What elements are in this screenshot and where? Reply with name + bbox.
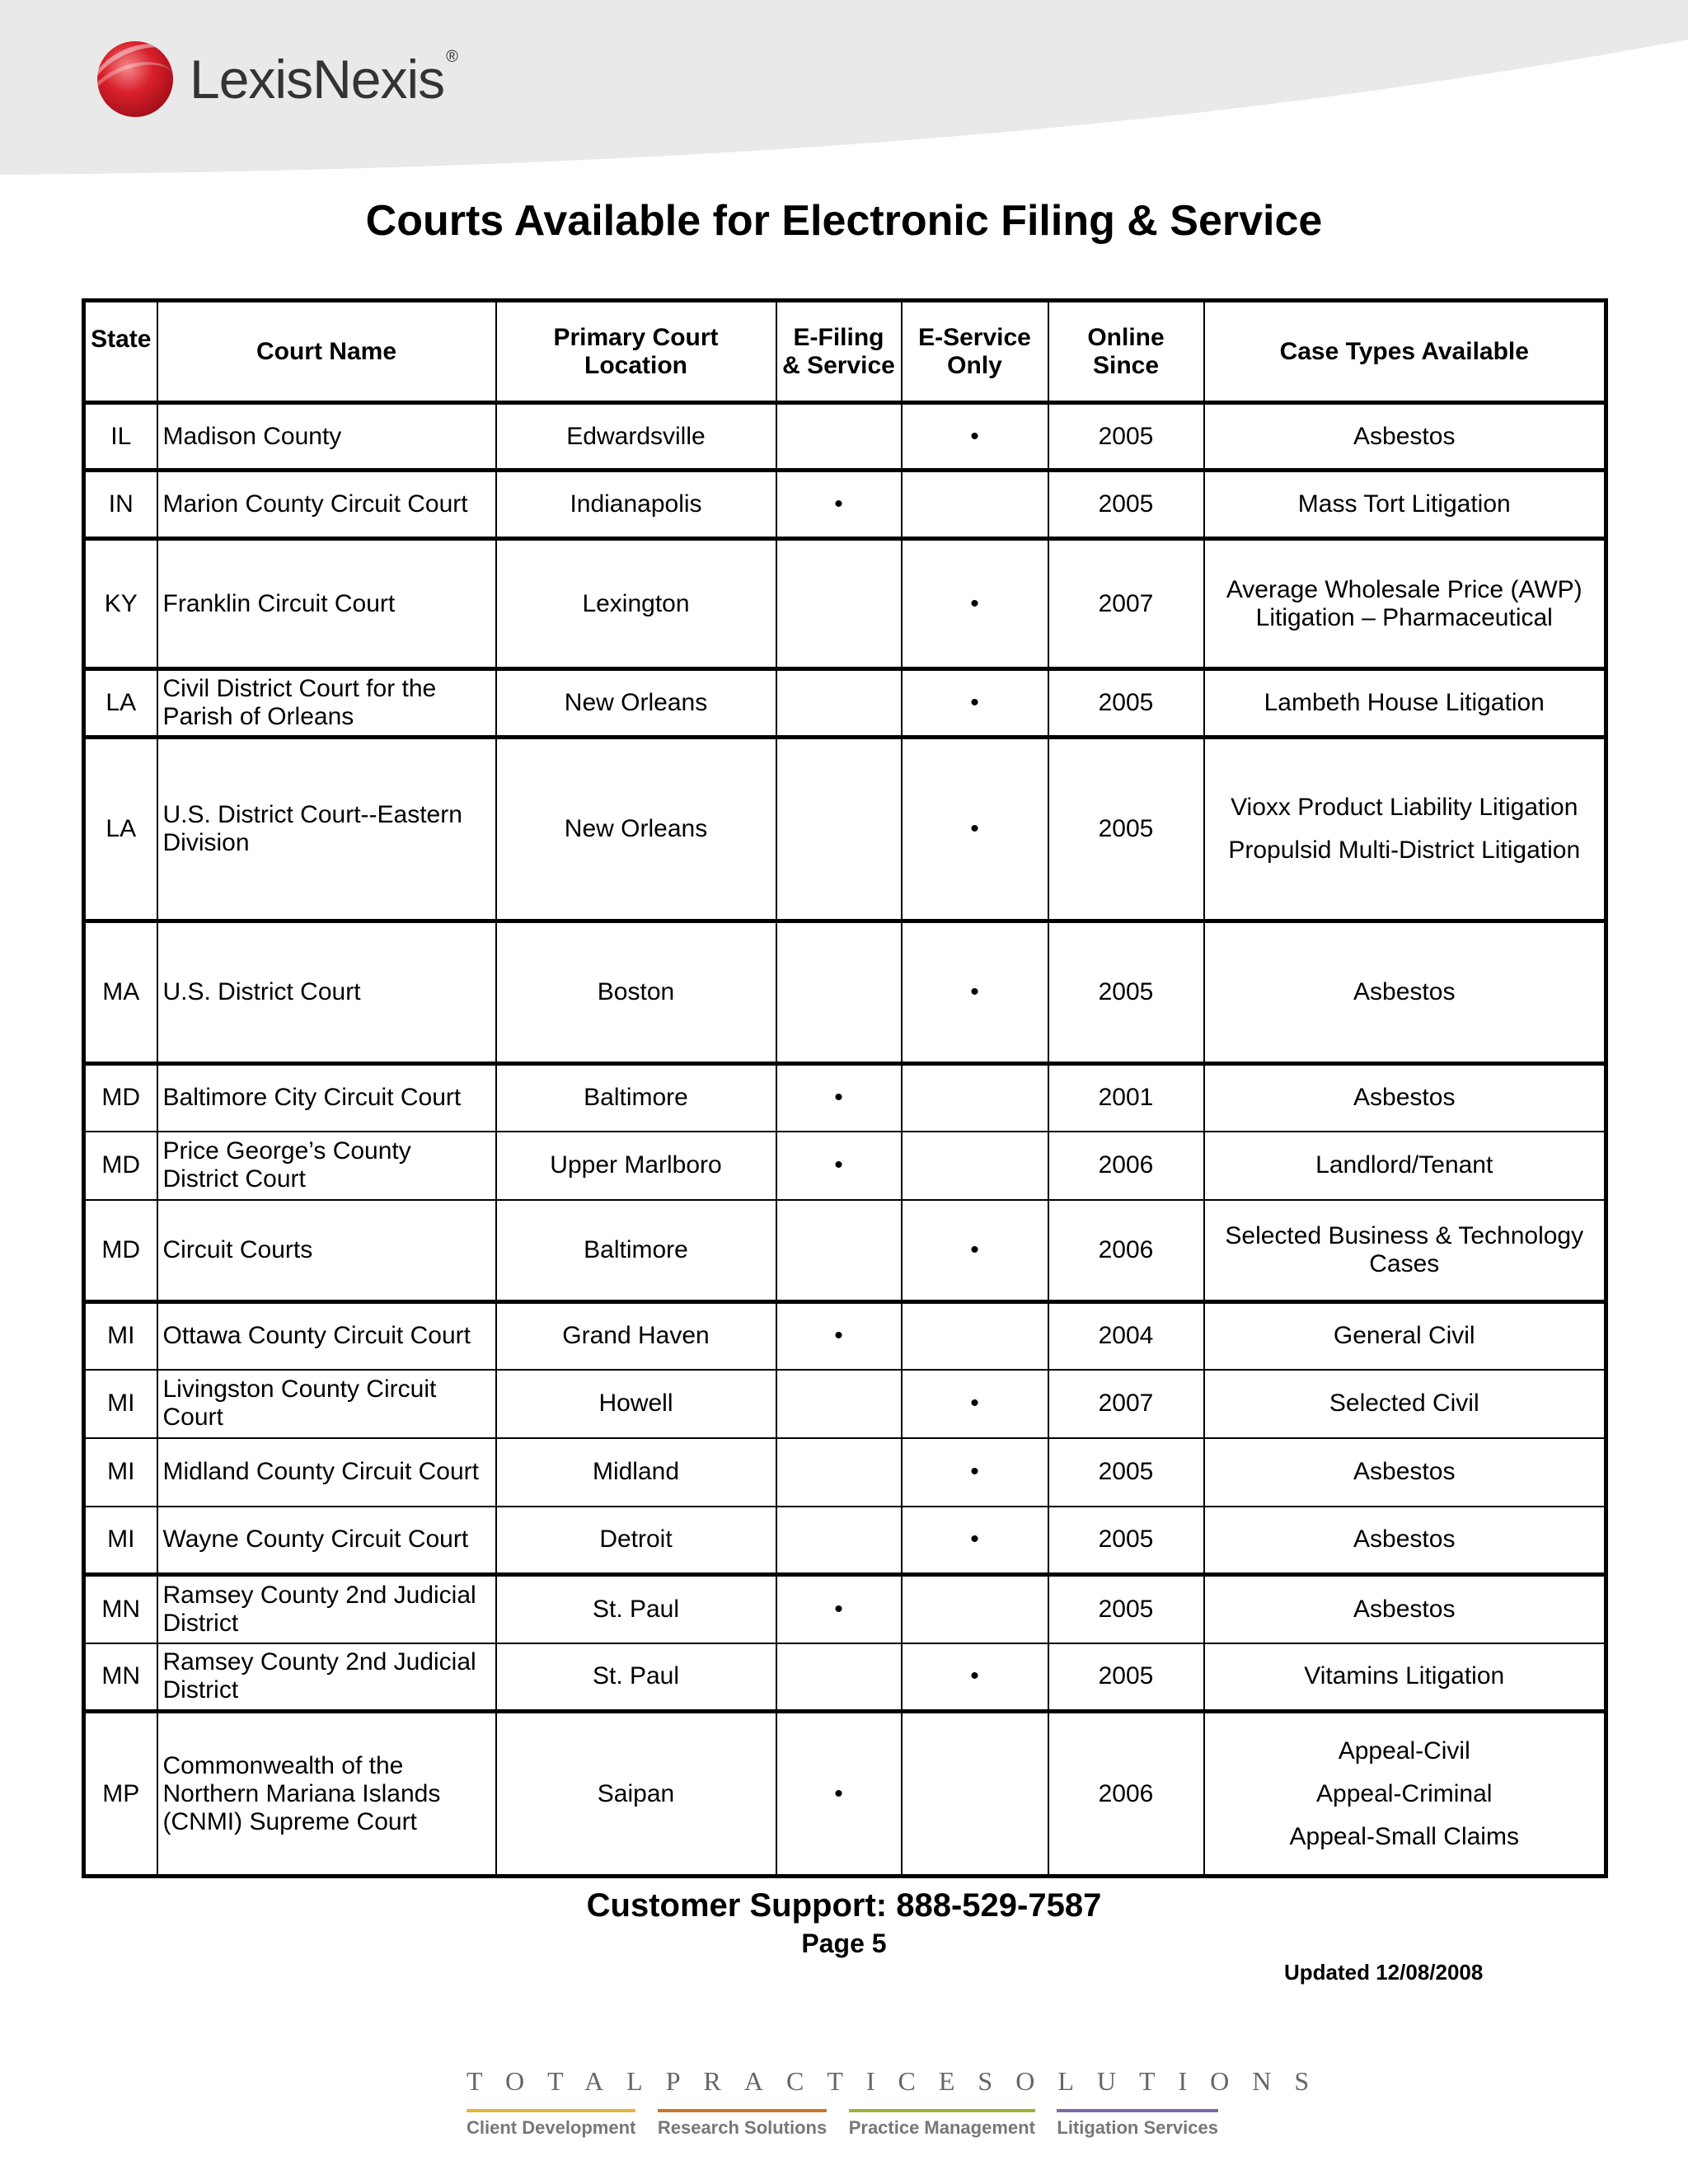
cell-state: MN xyxy=(84,1643,157,1712)
cell-online-since: 2007 xyxy=(1048,1370,1204,1438)
cell-case-types xyxy=(1204,1507,1606,1575)
case-type: Appeal-Small Claims xyxy=(1289,1822,1519,1850)
cell-efiling-mark xyxy=(776,1507,902,1575)
cell-case-types xyxy=(1204,1064,1606,1132)
cell-online-since: 2006 xyxy=(1048,1712,1204,1877)
cell-eservice-mark: • xyxy=(902,1370,1048,1438)
updated-date: Updated 12/08/2008 xyxy=(1284,1960,1484,1985)
cell-court-name: Livingston County Circuit Court xyxy=(157,1370,496,1438)
cell-eservice-mark: • xyxy=(902,1643,1048,1712)
cell-location: Indianapolis xyxy=(496,471,776,539)
cell-online-since: 2001 xyxy=(1048,1064,1204,1132)
case-type: Asbestos xyxy=(1353,422,1456,450)
case-type: Landlord/Tenant xyxy=(1315,1151,1493,1179)
cell-online-since: 2006 xyxy=(1048,1132,1204,1200)
cell-eservice-mark xyxy=(902,1132,1048,1200)
header-online-since: Online Since xyxy=(1048,301,1204,403)
registered-mark: ® xyxy=(446,48,457,66)
cell-efiling-mark xyxy=(776,403,902,471)
case-type: Lambeth House Litigation xyxy=(1264,689,1545,716)
table-row xyxy=(84,1370,1606,1438)
case-type: Propulsid Multi-District Litigation xyxy=(1228,837,1581,864)
cell-location: St. Paul xyxy=(496,1643,776,1712)
cell-location: Midland xyxy=(496,1438,776,1507)
cell-eservice-mark xyxy=(902,1575,1048,1643)
cell-eservice-mark: • xyxy=(902,669,1048,738)
case-type: Asbestos xyxy=(1353,978,1456,1005)
cell-online-since: 2005 xyxy=(1048,471,1204,539)
cell-eservice-mark xyxy=(902,1712,1048,1877)
cell-court-name: Commonwealth of the Northern Mariana Islands (CNMI) Supreme Court xyxy=(157,1712,496,1877)
cell-court-name: Franklin Circuit Court xyxy=(157,539,496,669)
cell-online-since: 2005 xyxy=(1048,1643,1204,1712)
cell-eservice-mark xyxy=(902,471,1048,539)
case-type: Vioxx Product Liability Litigation xyxy=(1231,794,1578,821)
table-row xyxy=(84,403,1606,471)
cell-eservice-mark: • xyxy=(902,921,1048,1064)
cell-eservice-mark: • xyxy=(902,1200,1048,1302)
cell-online-since: 2005 xyxy=(1048,738,1204,921)
cell-state: MI xyxy=(84,1507,157,1575)
cell-case-types xyxy=(1204,1575,1606,1643)
cell-court-name: Civil District Court for the Parish of Orleans xyxy=(157,669,496,738)
case-type: Average Wholesale Price (AWP) Litigation – Pharmaceutical xyxy=(1226,575,1582,631)
cell-state: MI xyxy=(84,1302,157,1370)
cell-state: MD xyxy=(84,1200,157,1302)
header-case-types: Case Types Available xyxy=(1204,301,1606,403)
tagline-word: TOTAL xyxy=(467,2066,666,2096)
cell-court-name: Circuit Courts xyxy=(157,1200,496,1302)
cell-efiling-mark xyxy=(776,1643,902,1712)
case-type: Vitamins Litigation xyxy=(1304,1662,1505,1690)
cell-location: Saipan xyxy=(496,1712,776,1877)
cell-court-name: Marion County Circuit Court xyxy=(157,471,496,539)
table-row xyxy=(84,1438,1606,1507)
table-body xyxy=(84,403,1606,1877)
cell-court-name: U.S. District Court xyxy=(157,921,496,1064)
cell-court-name: Madison County xyxy=(157,403,496,471)
cell-case-types xyxy=(1204,669,1606,738)
header-primary-location: Primary Court Location xyxy=(496,301,776,403)
cell-state: MI xyxy=(84,1370,157,1438)
courts-table xyxy=(82,298,1608,1878)
page-title: Courts Available for Electronic Filing & Service xyxy=(365,197,1323,245)
cell-online-since: 2005 xyxy=(1048,1507,1204,1575)
cell-court-name: U.S. District Court--Eastern Division xyxy=(157,738,496,921)
header-state: State xyxy=(84,301,157,403)
division-client-development: Client Development xyxy=(467,2109,635,2139)
table-row xyxy=(84,1507,1606,1575)
table-row xyxy=(84,1064,1606,1132)
cell-case-types xyxy=(1204,1643,1606,1712)
tagline xyxy=(467,2064,1333,2097)
table-row xyxy=(84,1575,1606,1643)
cell-state: MN xyxy=(84,1575,157,1643)
division-litigation-services: Litigation Services xyxy=(1057,2109,1218,2139)
cell-efiling-mark xyxy=(776,1200,902,1302)
cell-eservice-mark xyxy=(902,1302,1048,1370)
cell-case-types xyxy=(1204,1370,1606,1438)
table-row xyxy=(84,539,1606,669)
case-type: Asbestos xyxy=(1353,1084,1456,1112)
cell-efiling-mark: • xyxy=(776,1712,902,1877)
cell-location: Baltimore xyxy=(496,1064,776,1132)
cell-court-name: Midland County Circuit Court xyxy=(157,1438,496,1507)
cell-online-since: 2005 xyxy=(1048,403,1204,471)
cell-online-since: 2006 xyxy=(1048,1200,1204,1302)
case-type: Asbestos xyxy=(1353,1595,1456,1623)
cell-online-since: 2005 xyxy=(1048,1438,1204,1507)
case-type: Asbestos xyxy=(1353,1458,1456,1485)
cell-court-name: Ottawa County Circuit Court xyxy=(157,1302,496,1370)
cell-efiling-mark xyxy=(776,669,902,738)
cell-online-since: 2004 xyxy=(1048,1302,1204,1370)
cell-case-types xyxy=(1204,921,1606,1064)
cell-location: Edwardsville xyxy=(496,403,776,471)
cell-eservice-mark: • xyxy=(902,1438,1048,1507)
cell-location: Baltimore xyxy=(496,1200,776,1302)
page-number: Page 5 xyxy=(801,1929,887,1958)
tagline-word: PRACTICE xyxy=(665,2066,978,2096)
case-type: Mass Tort Litigation xyxy=(1297,490,1511,518)
cell-efiling-mark: • xyxy=(776,1064,902,1132)
cell-location: New Orleans xyxy=(496,738,776,921)
cell-online-since: 2005 xyxy=(1048,669,1204,738)
table-row xyxy=(84,1643,1606,1712)
case-type: General Civil xyxy=(1333,1322,1475,1350)
cell-case-types xyxy=(1204,1132,1606,1200)
customer-support: Customer Support: 888-529-7587 xyxy=(586,1887,1102,1924)
cell-state: MD xyxy=(84,1064,157,1132)
division-research-solutions: Research Solutions xyxy=(658,2109,827,2139)
cell-location: Upper Marlboro xyxy=(496,1132,776,1200)
cell-efiling-mark xyxy=(776,738,902,921)
cell-eservice-mark: • xyxy=(902,1507,1048,1575)
cell-efiling-mark: • xyxy=(776,471,902,539)
cell-eservice-mark: • xyxy=(902,403,1048,471)
lexisnexis-logo xyxy=(97,41,457,117)
cell-state: IN xyxy=(84,471,157,539)
cell-efiling-mark: • xyxy=(776,1302,902,1370)
cell-efiling-mark: • xyxy=(776,1575,902,1643)
cell-court-name: Wayne County Circuit Court xyxy=(157,1507,496,1575)
case-type: Selected Business & Technology Cases xyxy=(1225,1221,1584,1277)
cell-location: Howell xyxy=(496,1370,776,1438)
cell-state: IL xyxy=(84,403,157,471)
case-type: Selected Civil xyxy=(1329,1390,1479,1417)
table-row xyxy=(84,669,1606,738)
case-type: Appeal-Criminal xyxy=(1316,1779,1493,1807)
cell-case-types xyxy=(1204,738,1606,921)
division-practice-management: Practice Management xyxy=(849,2109,1035,2139)
cell-state: MI xyxy=(84,1438,157,1507)
cell-court-name: Price George’s County District Court xyxy=(157,1132,496,1200)
header-eservice-only: E-Service Only xyxy=(902,301,1048,403)
cell-state: LA xyxy=(84,738,157,921)
cell-efiling-mark xyxy=(776,539,902,669)
cell-eservice-mark: • xyxy=(902,539,1048,669)
cell-case-types xyxy=(1204,1712,1606,1877)
cell-eservice-mark: • xyxy=(902,738,1048,921)
cell-efiling-mark xyxy=(776,921,902,1064)
lexisnexis-ball-icon xyxy=(97,41,173,117)
table-row xyxy=(84,738,1606,921)
table-row xyxy=(84,1200,1606,1302)
header-efiling-service: E-Filing & Service xyxy=(776,301,902,403)
cell-case-types xyxy=(1204,539,1606,669)
cell-court-name: Ramsey County 2nd Judicial District xyxy=(157,1575,496,1643)
cell-case-types xyxy=(1204,471,1606,539)
cell-efiling-mark xyxy=(776,1438,902,1507)
cell-state: KY xyxy=(84,539,157,669)
table-row xyxy=(84,471,1606,539)
cell-efiling-mark xyxy=(776,1370,902,1438)
cell-location: Lexington xyxy=(496,539,776,669)
cell-case-types xyxy=(1204,403,1606,471)
table-row xyxy=(84,1302,1606,1370)
table-row xyxy=(84,1712,1606,1877)
cell-location: Boston xyxy=(496,921,776,1064)
cell-state: MA xyxy=(84,921,157,1064)
table-row xyxy=(84,921,1606,1064)
cell-online-since: 2005 xyxy=(1048,921,1204,1064)
cell-location: Detroit xyxy=(496,1507,776,1575)
division-list xyxy=(467,2109,1218,2139)
cell-state: MD xyxy=(84,1132,157,1200)
cell-state: LA xyxy=(84,669,157,738)
cell-state: MP xyxy=(84,1712,157,1877)
case-type: Asbestos xyxy=(1353,1526,1456,1554)
cell-location: New Orleans xyxy=(496,669,776,738)
table-row xyxy=(84,1132,1606,1200)
tagline-word: SOLUTIONS xyxy=(978,2066,1333,2096)
cell-case-types xyxy=(1204,1438,1606,1507)
case-type: Appeal-Civil xyxy=(1338,1736,1470,1765)
cell-online-since: 2005 xyxy=(1048,1575,1204,1643)
table-header-row xyxy=(84,301,1606,403)
cell-court-name: Ramsey County 2nd Judicial District xyxy=(157,1643,496,1712)
cell-efiling-mark: • xyxy=(776,1132,902,1200)
cell-case-types xyxy=(1204,1302,1606,1370)
cell-location: St. Paul xyxy=(496,1575,776,1643)
header-court-name: Court Name xyxy=(157,301,496,403)
footer xyxy=(467,2064,1333,2139)
cell-location: Grand Haven xyxy=(496,1302,776,1370)
cell-online-since: 2007 xyxy=(1048,539,1204,669)
cell-eservice-mark xyxy=(902,1064,1048,1132)
cell-court-name: Baltimore City Circuit Court xyxy=(157,1064,496,1132)
cell-case-types xyxy=(1204,1200,1606,1302)
logo-wordmark: LexisNexis xyxy=(190,49,445,110)
